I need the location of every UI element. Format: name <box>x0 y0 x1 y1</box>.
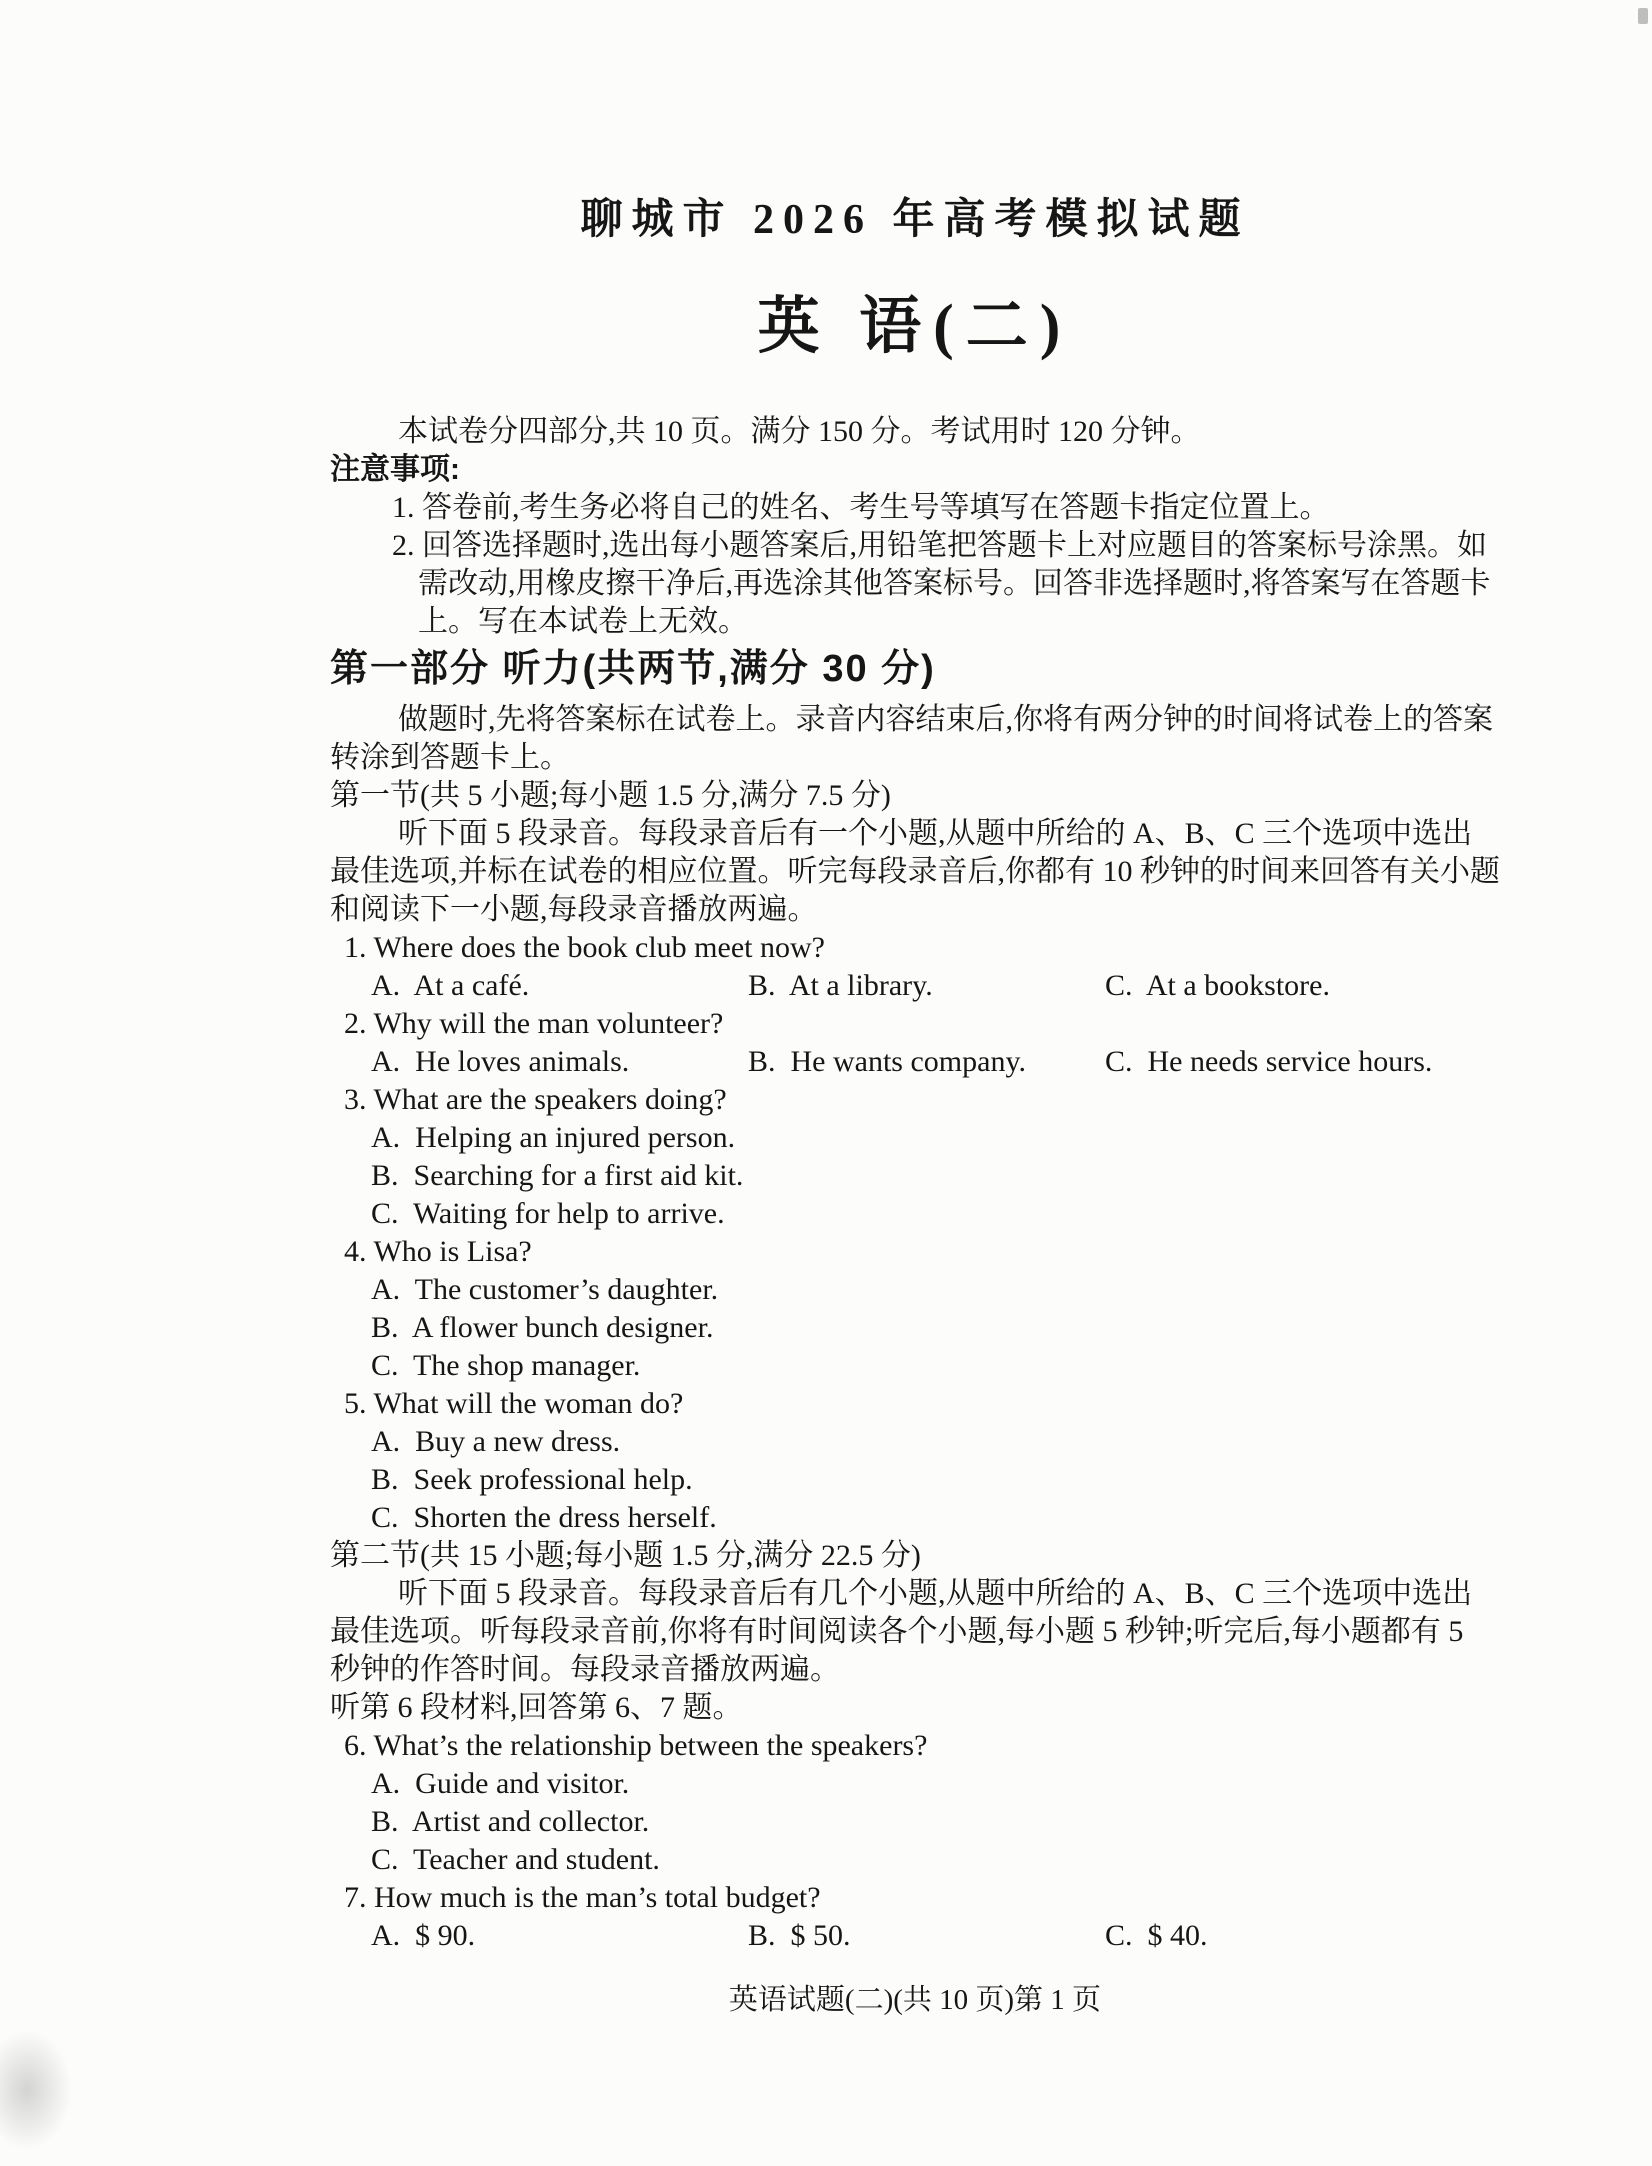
part1-heading: 第一部分 听力(共两节,满分 30 分) <box>330 648 936 690</box>
question-3-option-b: B. Searching for a first aid kit. <box>371 1159 744 1192</box>
question-1-options <box>330 967 1500 1005</box>
notice-item-2: 2. 回答选择题时,选出每小题答案后,用铅笔把答题卡上对应题目的答案标号涂黑。如需改动,用橡皮擦干净后,再选涂其他答案标号。回答非选择题时,将答案写在答题卡上。写在本试卷上无效。 <box>392 529 1491 638</box>
question-7-option-c: C. $ 40. <box>1105 1919 1208 1952</box>
exam-title: 聊城市 2026 年高考模拟试题 <box>580 197 1250 243</box>
notices-heading: 注意事项: <box>330 453 460 486</box>
notice-item-1: 1. 答卷前,考生务必将自己的姓名、考生号等填写在答题卡指定位置上。 <box>392 491 1330 524</box>
section2-intro: 听下面 5 段录音。每段录音后有几个小题,从题中所给的 A、B、C 三个选项中选出最佳选项。听每段录音前,你将有时间阅读各个小题,每小题 5 秒钟;听完后,每小题都有 5 秒钟的作答时间。每段录音播放两遍。 <box>330 1577 1473 1686</box>
page-content <box>330 195 1500 1955</box>
question-3-text: 3. What are the speakers doing? <box>344 1083 727 1116</box>
question-2-option-b: B. He wants company. <box>748 1045 1026 1078</box>
question-2-options <box>330 1043 1500 1081</box>
question-3-option-a: A. Helping an injured person. <box>371 1121 736 1154</box>
question-5-option-b: B. Seek professional help. <box>371 1463 693 1496</box>
question-5-option-a: A. Buy a new dress. <box>371 1425 621 1458</box>
question-4-option-c: C. The shop manager. <box>371 1349 641 1382</box>
question-6-option-a: A. Guide and visitor. <box>371 1767 630 1800</box>
question-1-option-a: A. At a café. <box>371 969 530 1002</box>
question-2-option-c: C. He needs service hours. <box>1105 1045 1433 1078</box>
question-7-option-b: B. $ 50. <box>748 1919 851 1952</box>
exam-info: 本试卷分四部分,共 10 页。满分 150 分。考试用时 120 分钟。 <box>398 415 1201 448</box>
scan-artifact <box>0 2030 72 2150</box>
question-4-text: 4. Who is Lisa? <box>344 1235 532 1268</box>
question-5-text: 5. What will the woman do? <box>344 1387 684 1420</box>
material-note-6-7: 听第 6 段材料,回答第 6、7 题。 <box>330 1691 743 1724</box>
question-4-option-b: B. A flower bunch designer. <box>371 1311 714 1344</box>
question-4-option-a: A. The customer’s daughter. <box>371 1273 719 1306</box>
question-1-text: 1. Where does the book club meet now? <box>344 931 825 964</box>
question-2-text: 2. Why will the man volunteer? <box>344 1007 724 1040</box>
question-7-text: 7. How much is the man’s total budget? <box>344 1881 821 1914</box>
question-1-option-c: C. At a bookstore. <box>1105 969 1330 1002</box>
question-7-option-a: A. $ 90. <box>371 1919 476 1952</box>
question-5-option-c: C. Shorten the dress herself. <box>371 1501 717 1534</box>
question-6-option-b: B. Artist and collector. <box>371 1805 650 1838</box>
section1-heading: 第一节(共 5 小题;每小题 1.5 分,满分 7.5 分) <box>330 779 891 812</box>
subject-title: 英 语(二) <box>757 293 1073 361</box>
question-2-option-a: A. He loves animals. <box>371 1045 630 1078</box>
question-3-option-c: C. Waiting for help to arrive. <box>371 1197 725 1230</box>
part1-intro: 做题时,先将答案标在试卷上。录音内容结束后,你将有两分钟的时间将试卷上的答案转涂到答题卡上。 <box>330 703 1493 774</box>
page-footer: 英语试题(二)(共 10 页)第 1 页 <box>728 1984 1102 2016</box>
question-7-options <box>330 1917 1500 1955</box>
question-1-option-b: B. At a library. <box>748 969 933 1002</box>
scan-artifact <box>1638 8 1648 24</box>
section2-heading: 第二节(共 15 小题;每小题 1.5 分,满分 22.5 分) <box>330 1539 921 1572</box>
question-6-option-c: C. Teacher and student. <box>371 1843 660 1876</box>
section1-intro: 听下面 5 段录音。每段录音后有一个小题,从题中所给的 A、B、C 三个选项中选出最佳选项,并标在试卷的相应位置。听完每段录音后,你都有 10 秒钟的时间来回答有关小题和阅读下一小题,每段录音播放两遍。 <box>330 817 1500 926</box>
question-6-text: 6. What’s the relationship between the speakers? <box>344 1729 928 1762</box>
